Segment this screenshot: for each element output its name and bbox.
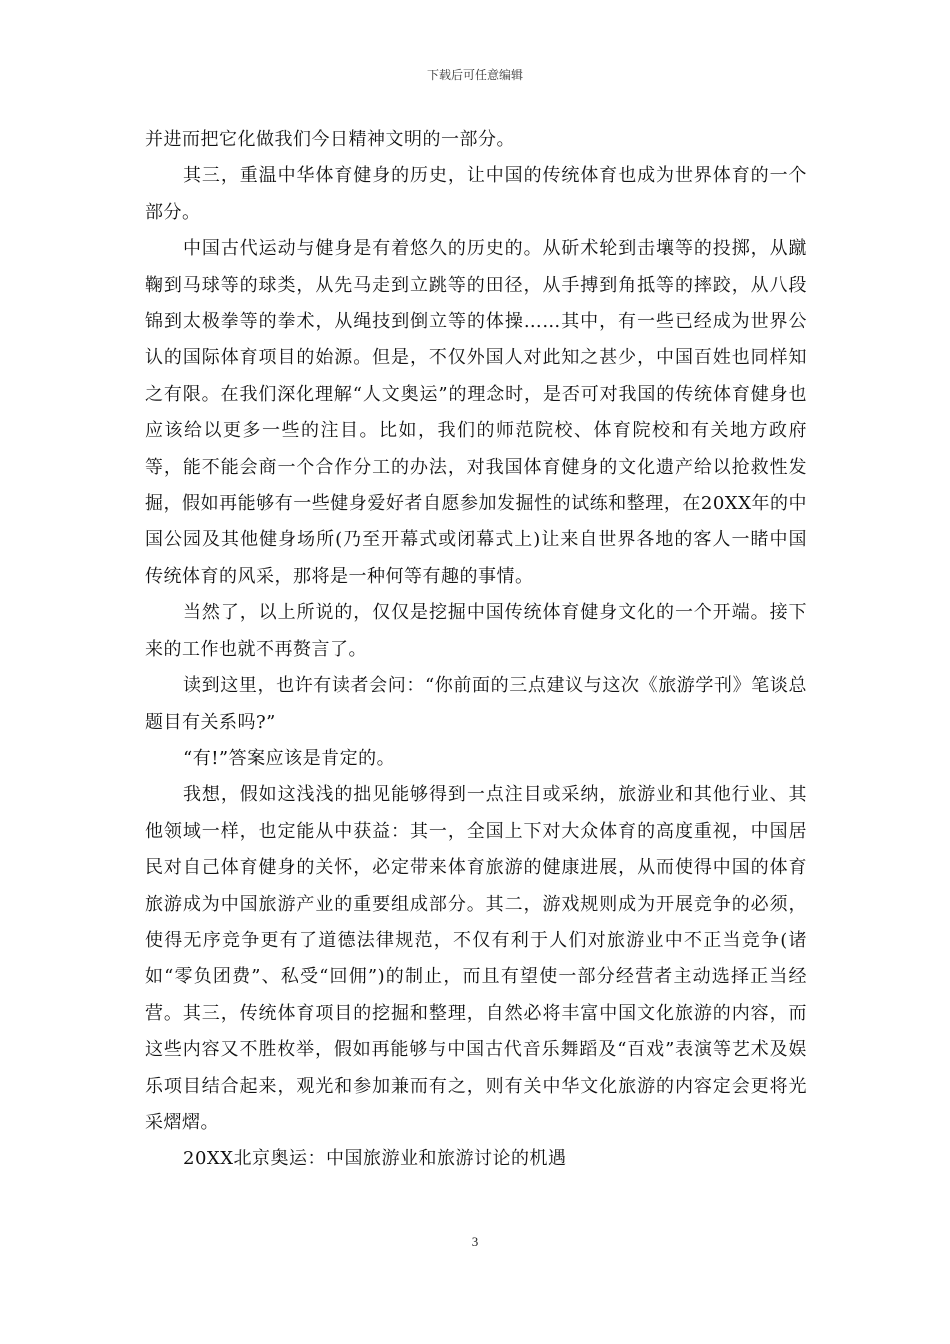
page-number: 3: [471, 1234, 479, 1249]
paragraph-continuation: 并进而把它化做我们今日精神文明的一部分。: [145, 129, 515, 150]
paragraph-point-three: 其三，重温中华体育健身的历史，让中国的传统体育也成为世界体育的一个部分。: [145, 165, 807, 223]
paragraph-reader-question: 读到这里，也许有读者会问：“你前面的三点建议与这次《旅游学刊》笔谈总题目有关系吗?”: [145, 675, 807, 733]
paragraph-answer: “有!”答案应该是肯定的。: [183, 747, 396, 769]
paragraph-ancient-sports: 中国古代运动与健身是有着悠久的历史的。从斫术轮到击壤等的投掷，从蹴鞠到马球等的球类，从先马走到立跳等的田径，从手搏到角抵等的摔跤，从八段锦到太极拳等的拳术，从绳技到倒立等的体操……其中，有一些已经成为世界公认的国际体育项目的始源。但是，不仅外国人对此知之甚少，中国百姓也同样知之有限。在我们深化理解“人文奥运”的理念时，是否可对我国的传统体育健身也应该给以更多一些的注目。比如，我们的师范院校、体育院校和有关地方政府等，能不能会商一个合作分工的办法，对我国体育健身的文化遗产给以抢救性发掘，假如再能够有一些健身爱好者自愿参加发掘性的试练和整理，在20XX年的中国公园及其他健身场所(乃至开幕式或闭幕式上)让来自世界各地的客人一睹中国传统体育的风采，那将是一种何等有趣的事情。: [145, 238, 807, 587]
page-header: 下载后可任意编辑: [426, 68, 523, 82]
section-heading: 20XX北京奥运：中国旅游业和旅游讨论的机遇: [183, 1148, 567, 1170]
paragraph-beginning: 当然了，以上所说的，仅仅是挖掘中国传统体育健身文化的一个开端。接下来的工作也就不再赘言了。: [145, 602, 807, 660]
document-body: [145, 122, 807, 1178]
paragraph-benefits: 我想，假如这浅浅的拙见能够得到一点注目或采纳，旅游业和其他行业、其他领域一样，也定能从中获益：其一，全国上下对大众体育的高度重视，中国居民对自己体育健身的关怀，必定带来体育旅游的健康进展，从而使得中国的体育旅游成为中国旅游产业的重要组成部分。其二，游戏规则成为开展竞争的必须，使得无序竞争更有了道德法律规范，不仅有利于人们对旅游业中不正当竞争(诸如“零负团费”、私受“回佣”)的制止，而且有望使一部分经营者主动选择正当经营。其三，传统体育项目的挖掘和整理，自然必将丰富中国文化旅游的内容，而这些内容又不胜枚举，假如再能够与中国古代音乐舞蹈及“百戏”表演等艺术及娱乐项目结合起来，观光和参加兼而有之，则有关中华文化旅游的内容定会更将光采熠熠。: [145, 784, 807, 1133]
